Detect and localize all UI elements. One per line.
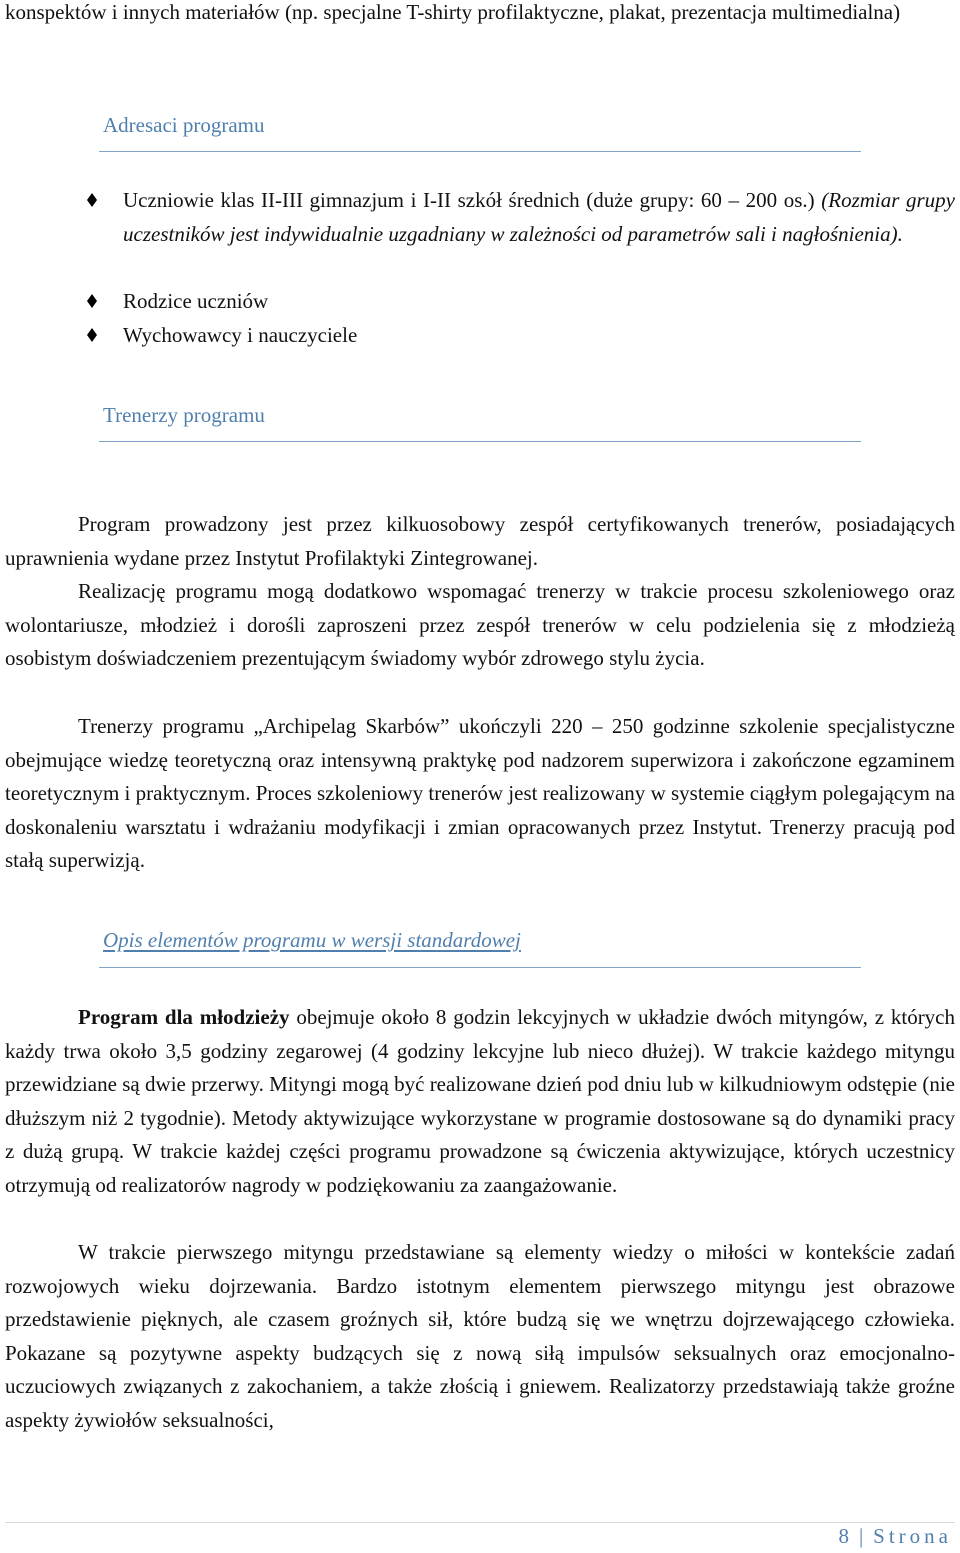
paragraph	[5, 1001, 955, 1203]
page-label: Strona	[873, 1524, 952, 1548]
diamond-bullet-icon	[87, 328, 97, 342]
heading-rule	[99, 151, 861, 152]
paragraph: Program prowadzony jest przez kilkuosobowy zespół certyfikowanych trenerów, posiadających uprawnienia wydane przez Instytut Profilaktyki Zintegrowanej.	[5, 512, 955, 570]
list-item	[87, 184, 955, 251]
heading-rule	[99, 967, 861, 968]
intro-paragraph: konspektów i innych materiałów (np. specjalne T-shirty profilaktyczne, plakat, prezentacja multimedialna)	[5, 0, 901, 24]
paragraph: Trenerzy programu „Archipelag Skarbów” ukończyli 220 – 250 godzinne szkolenie specjalistyczne obejmujące wiedzę teoretyczną oraz intensywną praktykę pod nadzorem superwizora i zakończone egzaminem teoretycznym i praktycznym. Proces szkoleniowy trenerów jest realizowany w systemie ciągłym polegającym na doskonaleniu warsztatu i wdrażaniu modyfikacji i zmian opracowanych przez Instytut. Trenerzy pracują pod stałą superwizją.	[5, 714, 955, 873]
list-item	[87, 319, 955, 353]
page-footer	[838, 1524, 952, 1549]
heading-adresaci: Adresaci programu	[103, 113, 265, 137]
paragraph: Realizację programu mogą dodatkowo wspomagać trenerzy w trakcie procesu szkoleniowego oraz wolontariusze, młodzież i dorośli zaproszeni przez zespół trenerów w celu podzielenia się z młodzieżą osobistym doświadczeniem prezentującym świadomy wybór zdrowego stylu życia.	[5, 579, 955, 671]
paragraph: W trakcie pierwszego mityngu przedstawiane są elementy wiedzy o miłości w kontekście zadań rozwojowych wieku dojrzewania. Bardzo istotnym elementem pierwszego mityngu jest obrazowe przedstawienie pięknych, ale czasem groźnych sił, które budzą się we wnętrzu dojrzewającego człowieka. Pokazane są pozytywne aspekty budzących się z nową siłą impulsów seksualnych oraz emocjonalno-uczuciowych związanych z zakochaniem, a także złością i gniewem. Realizatorzy przedstawiają także groźne aspekty żywiołów seksualności,	[5, 1240, 955, 1432]
list-item	[87, 285, 955, 319]
heading-trenerzy: Trenerzy programu	[103, 403, 265, 427]
paragraph-lead: Program dla młodzieży	[78, 1005, 290, 1029]
list-item-text: Rodzice uczniów	[123, 289, 269, 313]
list-item-text: Uczniowie klas II-III gimnazjum i I-II szkół średnich (duże grupy: 60 – 200 os.)	[123, 188, 815, 212]
diamond-bullet-icon	[87, 193, 97, 207]
heading-rule	[99, 441, 861, 442]
footer-separator: |	[858, 1524, 868, 1548]
list-item-note: (Rozmiar grupy uczestników jest indywidualnie uzgadniany w zależności od parametrów sali i nagłośnienia).	[123, 188, 956, 246]
footer-rule	[5, 1522, 955, 1523]
page-number: 8	[838, 1524, 853, 1548]
diamond-bullet-icon	[87, 294, 97, 308]
heading-opis: Opis elementów programu w wersji standardowej	[103, 928, 521, 952]
paragraph-body: obejmuje około 8 godzin lekcyjnych w układzie dwóch mityngów, z których każdy trwa około 3,5 godziny zegarowej (4 godziny lekcyjne lub nieco dłużej). W trakcie każdego mityngu przewidziane są dwie przerwy. Mityngi mogą być realizowane dzień pod dniu lub w kilkudniowym odstępie (nie dłuższym niż 2 tygodnie). Metody aktywizujące wykorzystane w programie dostosowane są do dynamiki pracy z dużą grupą. W trakcie każdej części programu prowadzone są ćwiczenia aktywizujące, których uczestnicy otrzymują od realizatorów nagrody w podziękowaniu za zaangażowanie.	[5, 1005, 956, 1197]
list-item-text: Wychowawcy i nauczyciele	[123, 323, 358, 347]
